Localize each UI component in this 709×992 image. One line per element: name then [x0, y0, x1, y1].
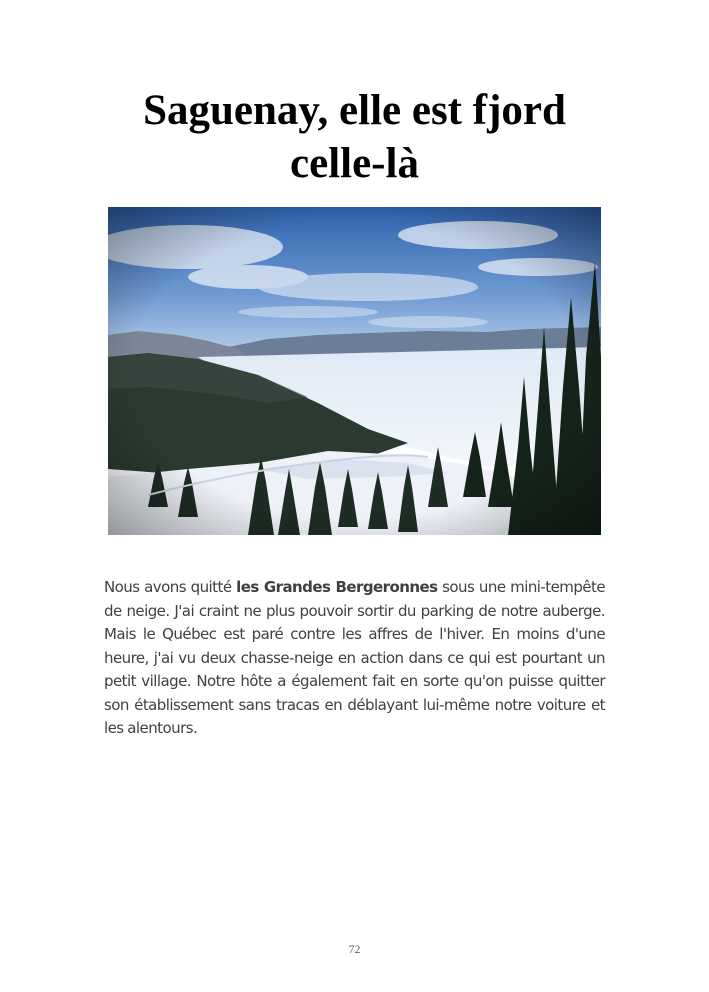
- paragraph-rest: sous une mini-tempête de neige. J'ai craint ne plus pouvoir sortir du parking de notre auberge. Mais le Québec est paré contre les affres de l'hiver. En moins d'une heure, j'ai vu deux chasse-neige en action dans ce qui est pourtant un petit village. Notre hôte a également fait en sorte qu'on puisse quitter son établissement sans tracas en déblayant lui-même notre voiture et les alentours.: [104, 578, 605, 737]
- place-name-bold: les Grandes Bergeronnes: [236, 578, 438, 596]
- paragraph-start: Nous avons quitté: [104, 578, 237, 596]
- title-line-2: celle-là: [290, 140, 419, 187]
- title-line-1: Saguenay, elle est fjord: [143, 87, 566, 134]
- body-paragraph: [104, 576, 605, 741]
- fjord-winter-photo: [108, 207, 601, 535]
- page-number: 72: [348, 942, 361, 956]
- page-title: [60, 84, 649, 190]
